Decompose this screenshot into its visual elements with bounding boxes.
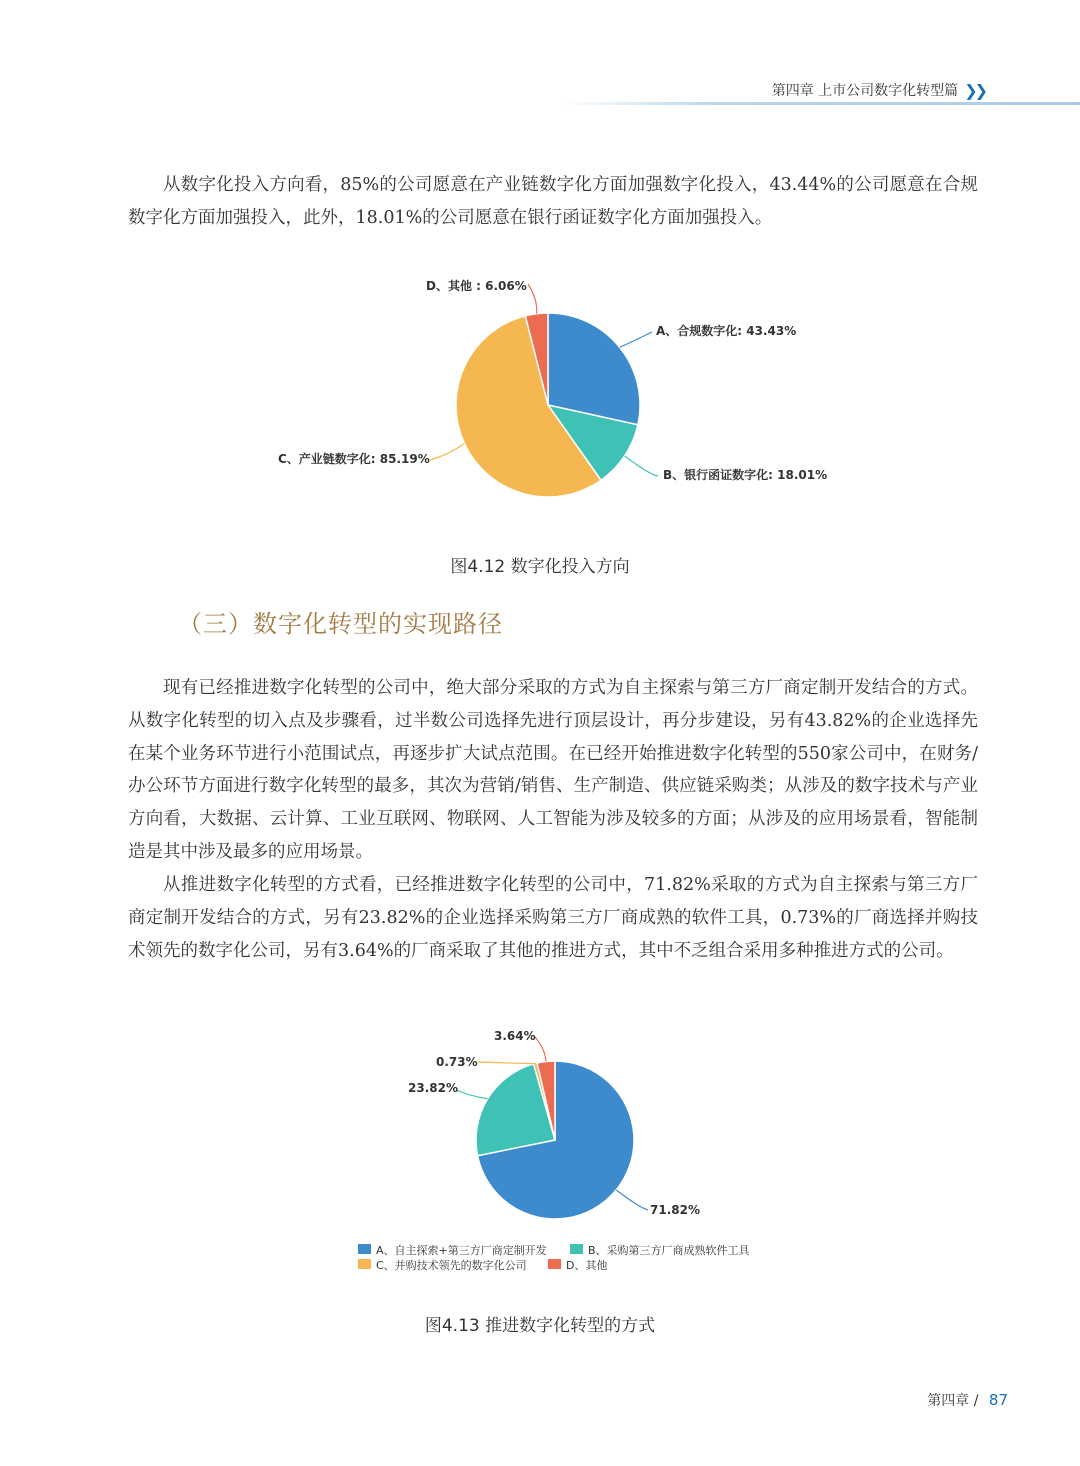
pie-label-3-64: 3.64% (494, 1029, 536, 1043)
pie-slice-self-exploration-leader (616, 1190, 648, 1210)
double-chevron-icon: ❯❯ (964, 80, 985, 100)
header-rule (560, 102, 1080, 105)
legend-label-a: A、自主探索+第三方厂商定制开发 (376, 1244, 547, 1257)
pie-slice-compliance-leader (620, 332, 652, 347)
page-number: 87 (988, 1391, 1008, 1409)
figure-caption-4-13: 图4.13 推进数字化转型的方式 (424, 1316, 656, 1336)
page-footer (927, 1390, 1008, 1410)
pie-label-b: B、银行函证数字化: 18.01% (663, 468, 828, 482)
legend-swatch-d (548, 1259, 561, 1269)
header-title: 第四章 上市公司数字化转型篇 (771, 83, 959, 99)
paragraph-transformation-path: 现有已经推进数字化转型的公司中，绝大部分采取的方式为自主探索与第三方厂商定制开发结合的方式。从数字化转型的切入点及步骤看，过半数公司选择先进行顶层设计，再分步建设，另有43.82%的企业选择先在某个业务环节进行小范围试点，再逐步扩大试点范围。在已经开始推进数字化转型的550家公司中，在财务/办公环节方面进行数字化转型的最多，其次为营销/销售、生产制造、供应链采购类；从涉及的数字技术与产业方向看，大数据、云计算、工业互联网、物联网、人工智能为涉及较多的方面；从涉及的应用场景看，智能制造是其中涉及最多的应用场景。 (128, 678, 978, 862)
section-heading: （三）数字化转型的实现路径 (178, 610, 503, 638)
running-header (772, 80, 985, 100)
pie-slice-purchase-tools-leader (456, 1090, 488, 1099)
pie-slice-industry-chain-leader (430, 443, 464, 460)
legend-label-d: D、其他 (566, 1259, 608, 1272)
paragraph-investment-direction: 从数字化投入方向看，85%的公司愿意在产业链数字化方面加强数字化投入，43.44%的公司愿意在合规数字化方面加强投入，此外，18.01%的公司愿意在银行函证数字化方面加强投入。 (128, 175, 978, 228)
pie-slice-acquisition-leader (478, 1062, 536, 1064)
pie-chart-investment-direction (0, 270, 1080, 520)
pie-label-23-82: 23.82% (408, 1081, 458, 1095)
pie-label-71-82: 71.82% (650, 1203, 700, 1217)
pie-label-d: D、其他 : 6.06% (426, 279, 527, 293)
legend-swatch-c (358, 1259, 371, 1269)
pie-chart-transformation-method (0, 1020, 1080, 1280)
pie-label-0-73: 0.73% (436, 1055, 478, 1069)
legend-swatch-b (570, 1244, 583, 1254)
paragraph-transformation-method: 从推进数字化转型的方式看，已经推进数字化转型的公司中，71.82%采取的方式为自主探索与第三方厂商定制开发结合的方式，另有23.82%的企业选择采购第三方厂商成熟的软件工具，0.73%的厂商选择并购技术领先的数字化公司，另有3.64%的厂商采取了其他的推进方式，其中不乏组合采用多种推进方式的公司。 (128, 875, 978, 961)
legend-swatch-a (358, 1244, 371, 1254)
pie-label-a: A、合规数字化: 43.43% (656, 324, 797, 338)
footer-chapter: 第四章 / (927, 1393, 979, 1409)
legend-label-b: B、采购第三方厂商成熟软件工具 (588, 1244, 750, 1257)
pie-slice-other-leader (534, 1036, 546, 1062)
pie-slice-other-leader (528, 284, 537, 314)
pie-label-c: C、产业链数字化: 85.19% (278, 452, 430, 466)
figure-caption-4-12: 图4.12 数字化投入方向 (450, 557, 630, 577)
pie-slice-bank-confirmation-leader (625, 456, 658, 476)
legend-label-c: C、并购技术领先的数字化公司 (376, 1259, 527, 1272)
